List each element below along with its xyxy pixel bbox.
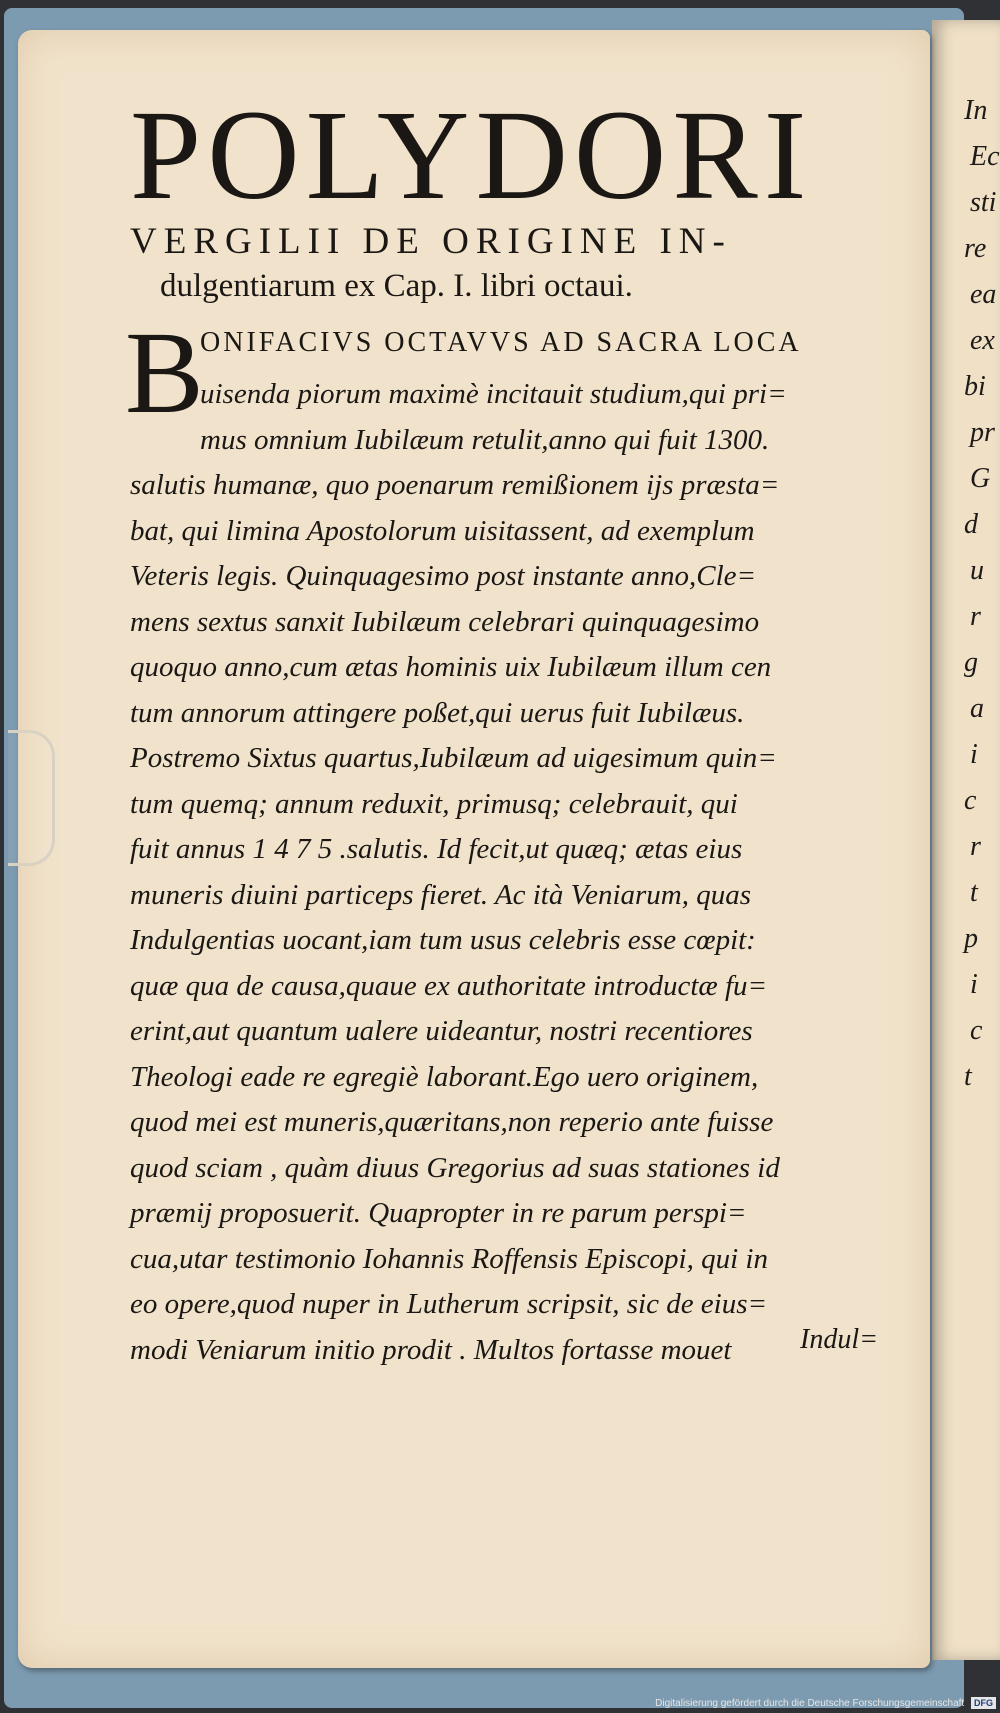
adjacent-text-fragment: t (964, 1061, 972, 1092)
text-line: salutis humanæ, quo poenarum remißionem ijs præsta= (130, 469, 780, 501)
text-line: uisenda piorum maximè incitauit studium,qui pri= (200, 378, 787, 410)
adjacent-text-fragment: t (970, 877, 978, 908)
adjacent-text-fragment: bi (964, 371, 986, 402)
text-line: quod sciam , quàm diuus Gregorius ad suas stationes id (130, 1151, 780, 1184)
adjacent-text-fragment: In (964, 95, 988, 126)
text-line: tum quemq; annum reduxit, primusq; celebrauit, qui (130, 787, 738, 820)
text-line: quod mei est muneris,quæritans,non reperio ante fuisse (130, 1106, 774, 1138)
text-line: erint,aut quantum ualere uideantur, nostri recentiores (130, 1015, 753, 1047)
footer-text: Digitalisierung gefördert durch die Deutsche Forschungsgemeinschaft (655, 1698, 965, 1709)
page-clip (8, 730, 55, 866)
adjacent-page (932, 20, 1000, 1660)
subtitle-line-1: VERGILII DE ORIGINE IN- (130, 221, 732, 262)
adjacent-text-fragment: Ec (970, 141, 1000, 172)
adjacent-text-fragment: ea (970, 279, 997, 310)
text-line: fuit annus 1 4 7 5 .salutis. Id fecit,ut quæq; ætas eius (130, 833, 743, 865)
text-line: Indulgentias uocant,iam tum usus celebris esse cœpit: (130, 924, 756, 956)
adjacent-text-fragment: g (964, 647, 978, 678)
page-title: POLYDORI (130, 84, 813, 226)
adjacent-text-fragment: c (964, 785, 977, 816)
text-line: bat, qui limina Apostolorum uisitassent, ad exemplum (130, 514, 755, 547)
text-line: muneris diuini particeps fieret. Ac ità Veniarum, quas (130, 878, 752, 911)
text-line: quæ qua de causa,quaue ex authoritate introductæ fu= (130, 969, 768, 1002)
text-line: cua,utar testimonio Iohannis Roffensis Episcopi, qui in (130, 1242, 768, 1275)
adjacent-text-fragment: u (970, 555, 984, 586)
text-line: mus omnium Iubilæum retulit,anno qui fuit 1300. (200, 423, 770, 456)
text-line: Postremo Sixtus quartus,Iubilæum ad uigesimum quin= (130, 742, 777, 774)
adjacent-text-fragment: re (964, 233, 987, 264)
dfg-logo: DFG (971, 1697, 996, 1709)
text-line: eo opere,quod nuper in Lutherum scripsit, sic de eius= (130, 1288, 768, 1320)
catchword: Indul= (800, 1324, 878, 1355)
adjacent-text-fragment: c (970, 1015, 983, 1046)
drop-capital: B (125, 307, 204, 438)
adjacent-text-fragment: d (964, 509, 978, 540)
text-line: mens sextus sanxit Iubilæum celebrari quinquagesimo (130, 605, 760, 638)
adjacent-text-fragment: p (964, 923, 978, 954)
adjacent-text-fragment: r (970, 831, 981, 862)
subtitle-line-2: dulgentiarum ex Cap. I. libri octaui. (160, 268, 633, 304)
adjacent-text-fragment: r (970, 601, 981, 632)
text-line: Veteris legis. Quinquagesimo post instante anno,Cle= (130, 560, 757, 592)
adjacent-text-fragment: i (970, 739, 978, 770)
adjacent-text-fragment: a (970, 693, 984, 724)
text-line: Theologi eade re egregiè laborant.Ego uero originem, (130, 1060, 759, 1093)
text-line: præmij proposuerit. Quapropter in re parum perspi= (130, 1197, 747, 1229)
adjacent-text-fragment: i (970, 969, 978, 1000)
digitization-footer (640, 1696, 996, 1712)
adjacent-text-fragment: sti (970, 187, 997, 218)
adjacent-text-fragment: pr (970, 417, 995, 448)
adjacent-text-fragment: ex (970, 325, 995, 356)
text-line: tum annorum attingere poßet,qui uerus fuit Iubilæus. (130, 696, 745, 729)
adjacent-text-fragment: G (970, 463, 991, 494)
text-line: quoquo anno,cum ætas hominis uix Iubilæum illum cen (130, 651, 772, 683)
text-line: modi Veniarum initio prodit . Multos fortasse mouet (130, 1333, 732, 1366)
first-line: ONIFACIVS OCTAVVS AD SACRA LOCA (200, 327, 802, 358)
